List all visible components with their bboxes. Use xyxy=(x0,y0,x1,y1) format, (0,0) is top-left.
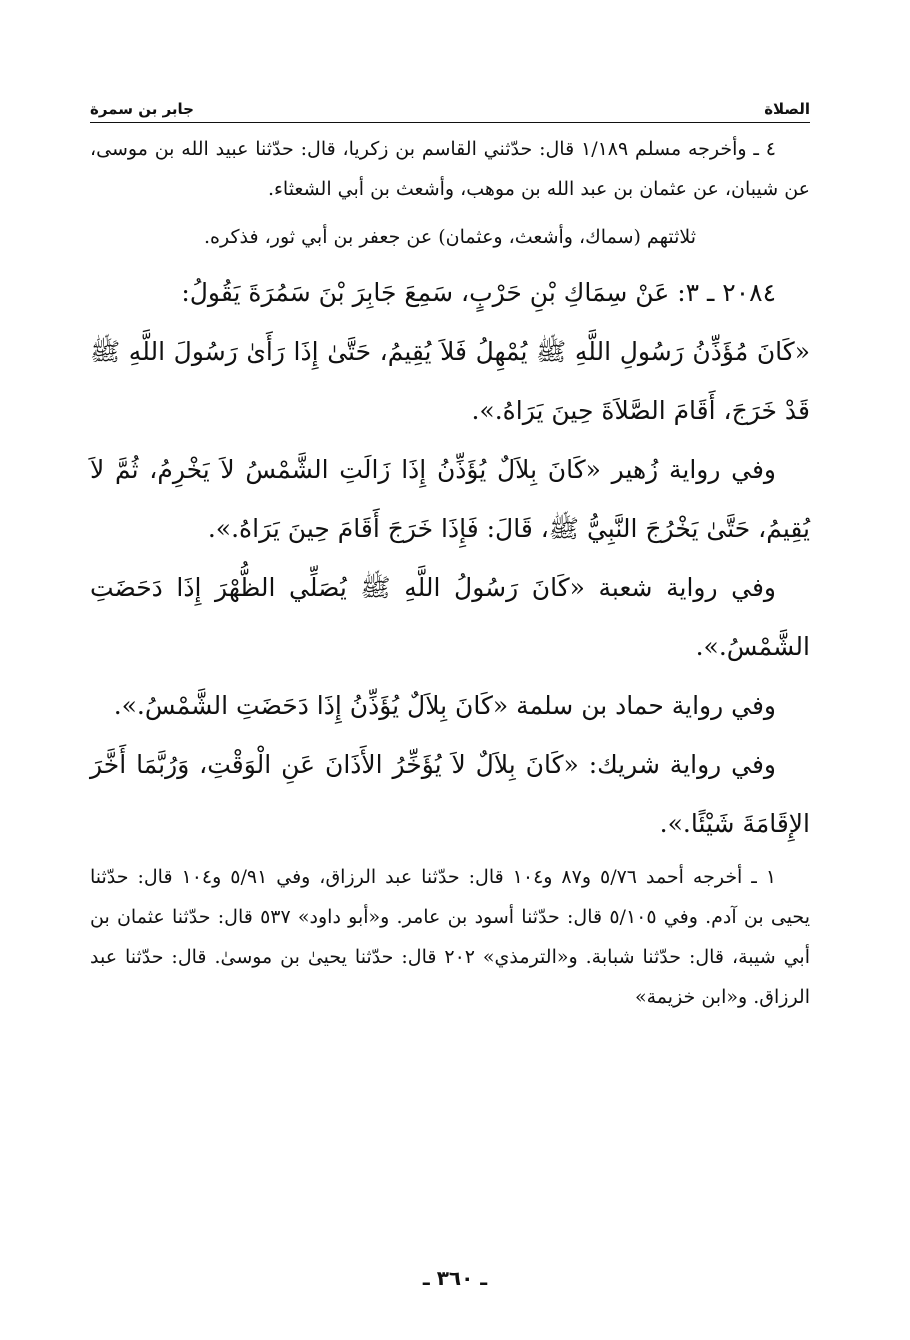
running-header xyxy=(90,96,810,123)
page-number: ـ ٣٦٠ ـ xyxy=(422,1266,488,1290)
hadith-heading: ٢٠٨٤ ـ ٣: عَنْ سِمَاكِ بْنِ حَرْبٍ، سَمِعَ جَابِرَ بْنَ سَمُرَةَ يَقُولُ: xyxy=(181,278,776,307)
note-paragraph-summary: ثلاثتهم (سماك، وأشعث، وعثمان) عن جعفر بن أبي ثور، فذكره. xyxy=(204,226,696,248)
header-narrator-name: جابر بن سمرة xyxy=(90,100,200,118)
hadith-text: «كَانَ مُؤَذِّنُ رَسُولِ اللَّهِ ﷺ يُمْهِلُ فَلاَ يُقِيمُ، حَتَّىٰ إِذَا رَأَىٰ رَسُولَ اللَّهِ ﷺ قَدْ خَرَجَ، أَقَامَ الصَّلاَةَ حِينَ يَرَاهُ.». xyxy=(90,337,810,425)
footnote-text: ١ ـ أخرجه أحمد ٥/٧٦ و٨٧ و١٠٤ قال: حدّثنا عبد الرزاق، وفي ٥/٩١ و١٠٤ قال: حدّثنا يحيى بن آدم. وفي ٥/١٠٥ قال: حدّثنا أسود بن عامر. و«أبو داود» ٥٣٧ قال: حدّثنا عثمان بن أبي شيبة، قال: حدّثنا شبابة. و«الترمذي» ٢٠٢ قال: حدّثنا يحيىٰ بن موسىٰ. قال: حدّثنا عبد الرزاق. و«ابن خزيمة» xyxy=(90,866,810,1008)
narration-sharik: وفي رواية شريك: «كَانَ بِلاَلٌ لاَ يُؤَخِّرُ الأَذَانَ عَنِ الْوَقْتِ، وَرُبَّمَا أَخَّرَ الإِقَامَةَ شَيْئًا.». xyxy=(90,750,810,838)
header-chapter-title: الصلاة xyxy=(758,100,810,118)
narration-hammad: وفي رواية حماد بن سلمة «كَانَ بِلاَلٌ يُؤَذِّنُ إِذَا دَحَضَتِ الشَّمْسُ.». xyxy=(113,691,776,720)
narration-zuhair: وفي رواية زُهير «كَانَ بِلاَلٌ يُؤَذِّنُ إِذَا زَالَتِ الشَّمْسُ لاَ يَخْرِمُ، ثُمَّ لاَ يُقِيمُ، حَتَّىٰ يَخْرُجَ النَّبِيُّ ﷺ، قَالَ: فَإِذَا خَرَجَ أَقَامَ حِينَ يَرَاهُ.». xyxy=(90,455,810,543)
note-paragraph-muslim: ٤ ـ وأخرجه مسلم ١/١٨٩ قال: حدّثني القاسم بن زكريا، قال: حدّثنا عبيد الله بن موسى، عن شيبان، عن عثمان بن عبد الله بن موهب، وأشعث بن أبي الشعثاء. xyxy=(90,138,810,200)
page xyxy=(90,96,810,1017)
narration-shuba: وفي رواية شعبة «كَانَ رَسُولُ اللَّهِ ﷺ يُصَلِّي الظُّهْرَ إِذَا دَحَضَتِ الشَّمْسُ.». xyxy=(90,573,810,661)
